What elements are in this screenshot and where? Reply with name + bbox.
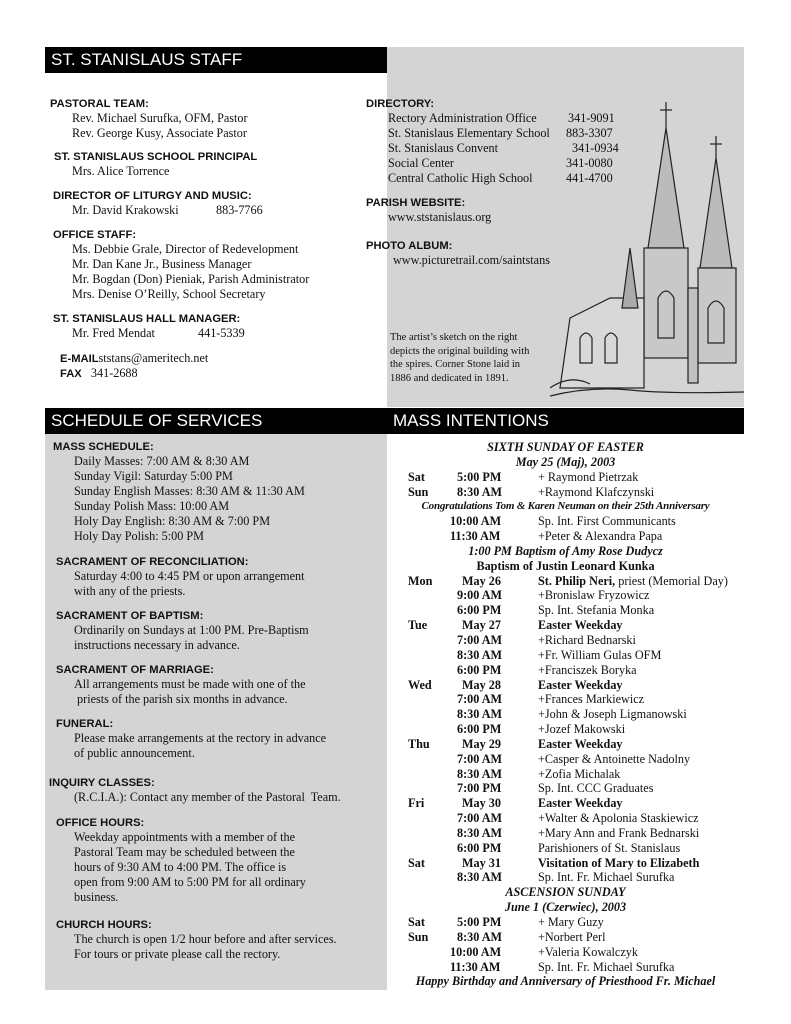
- intention-time: 6:00 PM: [457, 840, 502, 855]
- intention-text: [538, 856, 699, 871]
- intention-time: 9:00 AM: [457, 588, 503, 603]
- intention-text-main: +Richard Bednarski: [538, 632, 636, 647]
- intention-line: [387, 811, 744, 826]
- intention-line: [387, 633, 744, 648]
- intention-heading: Congratulations Tom & Karen Neuman on their 25th Anniversary: [421, 500, 710, 513]
- intention-line: [387, 870, 744, 885]
- intention-text-main: Sp. Int. Stefania Monka: [538, 603, 655, 618]
- funeral-line: Please make arrangements at the rectory in advance: [74, 731, 327, 745]
- office-hours-line: business.: [74, 890, 119, 904]
- intention-text-main: Sp. Int. Fr. Michael Surufka: [538, 959, 675, 974]
- mass-schedule-line: Sunday Vigil: Saturday 5:00 PM: [74, 469, 233, 483]
- sketch-caption: The artist’s sketch on the right depicts the original building with the spires. Corner Stone laid in 1886 and dedicated in 1891.: [390, 332, 530, 384]
- schedule-title: SCHEDULE OF SERVICES: [45, 408, 387, 434]
- intention-text: [538, 767, 620, 782]
- intention-line: [387, 529, 744, 544]
- intentions-title: MASS INTENTIONS: [387, 408, 744, 434]
- directory-item-name: St. Stanislaus Elementary School: [388, 126, 550, 140]
- email-line: [50, 351, 380, 366]
- intention-line: [387, 885, 744, 900]
- intention-text: [538, 945, 638, 960]
- office-hours-line: hours of 9:30 AM to 4:00 PM. The office is: [74, 860, 287, 874]
- office-hours-line: open from 9:00 AM to 5:00 PM for all ordinary: [74, 875, 306, 889]
- intention-text: [538, 722, 625, 737]
- liturgy-heading: DIRECTOR OF LITURGY AND MUSIC:: [53, 190, 252, 202]
- principal-heading: ST. STANISLAUS SCHOOL PRINCIPAL: [54, 151, 258, 163]
- intention-line: [387, 559, 744, 574]
- intention-text-main: +Bronislaw Fryzowicz: [538, 588, 650, 603]
- office-staff-line: Mr. Dan Kane Jr., Business Manager: [72, 257, 252, 271]
- inquiry-heading: INQUIRY CLASSES:: [49, 777, 155, 789]
- intention-day: Tue: [408, 618, 428, 633]
- intention-text: [538, 514, 676, 529]
- intention-time: 11:30 AM: [450, 959, 501, 974]
- mass-schedule-line: Daily Masses: 7:00 AM & 8:30 AM: [74, 454, 250, 468]
- fax-label: FAX: [60, 368, 82, 380]
- reconciliation-heading: SACRAMENT OF RECONCILIATION:: [56, 556, 249, 568]
- pastoral-team-line: Rev. Michael Surufka, OFM, Pastor: [72, 111, 248, 125]
- intention-heading: 1:00 PM Baptism of Amy Rose Dudycz: [468, 543, 663, 558]
- intention-line: [387, 767, 744, 782]
- intention-time: 8:30 AM: [457, 870, 503, 885]
- intention-line: [387, 856, 744, 871]
- directory-item-phone: 441-4700: [566, 171, 613, 185]
- intention-line: [387, 707, 744, 722]
- liturgy-line: [50, 203, 380, 218]
- intention-time: 10:00 AM: [450, 514, 502, 529]
- intention-line: [387, 648, 744, 663]
- hall-manager-phone: 441-5339: [198, 326, 245, 340]
- hall-manager-line: [50, 326, 380, 341]
- intention-line: [387, 470, 744, 485]
- intention-text-main: +Jozef Makowski: [538, 722, 626, 737]
- intention-line: [387, 678, 744, 693]
- mass-schedule-heading: MASS SCHEDULE:: [53, 441, 154, 453]
- intention-text-main: Easter Weekday: [538, 618, 623, 633]
- intention-time: 8:30 AM: [457, 825, 503, 840]
- intention-time: 6:00 PM: [457, 662, 502, 677]
- directory-item-name: Central Catholic High School: [388, 171, 533, 185]
- intention-day: Fri: [408, 796, 425, 811]
- intention-day: Sat: [408, 855, 425, 870]
- intention-time: May 26: [462, 573, 501, 588]
- liturgy-phone: 883-7766: [216, 203, 263, 217]
- intention-time: 7:00 PM: [457, 781, 502, 796]
- intention-text-main: +Franciszek Boryka: [538, 662, 637, 677]
- marriage-line: All arrangements must be made with one of the: [74, 677, 306, 691]
- intention-text-main: +Walter & Apolonia Staskiewicz: [538, 811, 699, 826]
- intention-time: 11:30 AM: [450, 529, 501, 544]
- intention-line: [387, 603, 744, 618]
- inquiry-line: (R.C.I.A.): Contact any member of the Pastoral Team.: [74, 790, 341, 804]
- intention-day: Sat: [408, 469, 425, 484]
- intention-day: Wed: [408, 677, 432, 692]
- intention-text: [538, 781, 653, 796]
- mass-schedule-line: Holy Day English: 8:30 AM & 7:00 PM: [74, 514, 271, 528]
- intention-time: 7:00 AM: [457, 632, 503, 647]
- intention-line: [387, 544, 744, 559]
- intention-time: May 29: [462, 736, 501, 751]
- intention-text: [538, 529, 662, 544]
- intention-text-main: +Casper & Antoinette Nadolny: [538, 751, 691, 766]
- intention-line: [387, 455, 744, 470]
- intention-text-main: +Mary Ann and Frank Bednarski: [538, 825, 700, 840]
- staff-title: ST. STANISLAUS STAFF: [45, 47, 387, 73]
- intention-line: [387, 781, 744, 796]
- mass-schedule-line: Sunday English Masses: 8:30 AM & 11:30 AM: [74, 484, 305, 498]
- intention-line: [387, 514, 744, 529]
- intention-text: [538, 692, 644, 707]
- funeral-line: of public announcement.: [74, 746, 195, 760]
- intention-text-main: Easter Weekday: [538, 796, 623, 811]
- intention-text: [538, 707, 687, 722]
- website-link[interactable]: www.ststanislaus.org: [388, 210, 492, 224]
- intention-line: [387, 663, 744, 678]
- intention-line: [387, 826, 744, 841]
- intention-line: [387, 960, 744, 975]
- intention-text: [538, 752, 690, 767]
- directory-heading: DIRECTORY:: [366, 98, 435, 110]
- fax-line: [50, 366, 380, 381]
- intention-heading: ASCENSION SUNDAY: [505, 885, 626, 900]
- intention-text: [538, 633, 636, 648]
- intention-heading: June 1 (Czerwiec), 2003: [504, 900, 627, 915]
- intention-text-main: Parishioners of St. Stanislaus: [538, 840, 681, 855]
- baptism-line: Ordinarily on Sundays at 1:00 PM. Pre-Baptism: [74, 623, 309, 637]
- intention-text-main: + Mary Guzy: [538, 915, 604, 929]
- intention-text-main: +Raymond Klafczynski: [538, 484, 655, 499]
- hall-manager-name: Mr. Fred Mendat: [72, 326, 155, 340]
- intention-text: [538, 648, 661, 663]
- intention-heading: Baptism of Justin Leonard Kunka: [476, 558, 655, 573]
- intention-line: [387, 485, 744, 500]
- intention-text-main: Visitation of Mary to Elizabeth: [538, 855, 700, 870]
- intention-text: [538, 603, 654, 618]
- office-hours-line: Pastoral Team may be scheduled between the: [74, 845, 295, 859]
- intention-line: [387, 692, 744, 707]
- intention-text-main: +John & Joseph Ligmanowski: [538, 707, 687, 722]
- intention-time: 8:30 AM: [457, 929, 503, 944]
- directory-item-name: Social Center: [388, 156, 454, 170]
- intention-line: [387, 915, 744, 930]
- intention-text-main: +Zofia Michalak: [538, 766, 621, 781]
- pastoral-team-line: Rev. George Kusy, Associate Pastor: [72, 126, 247, 140]
- church-hours-line: The church is open 1/2 hour before and after services.: [74, 932, 337, 946]
- intention-heading: SIXTH SUNDAY OF EASTER: [487, 440, 644, 454]
- church-hours-heading: CHURCH HOURS:: [56, 919, 152, 931]
- directory-item-phone: 883-3307: [566, 126, 613, 140]
- album-heading: PHOTO ALBUM:: [366, 240, 453, 252]
- intention-line: [387, 974, 744, 989]
- directory-item-phone: 341-0080: [566, 156, 613, 170]
- intention-time: May 27: [462, 618, 501, 633]
- church-sketch: [550, 98, 744, 406]
- reconciliation-line: Saturday 4:00 to 4:45 PM or upon arrangement: [74, 569, 305, 583]
- intention-line: [387, 841, 744, 856]
- office-staff-line: Mrs. Denise O’Reilly, School Secretary: [72, 287, 266, 301]
- funeral-heading: FUNERAL:: [56, 718, 114, 730]
- baptism-heading: SACRAMENT OF BAPTISM:: [56, 610, 204, 622]
- intention-line: [387, 722, 744, 737]
- intention-line: [387, 752, 744, 767]
- intention-time: 6:00 PM: [457, 603, 502, 618]
- intention-text-main: Easter Weekday: [538, 677, 623, 692]
- intention-day: Thu: [408, 736, 430, 751]
- intention-text-main: Sp. Int. First Communicants: [538, 514, 676, 529]
- baptism-line: instructions necessary in advance.: [74, 638, 240, 652]
- intention-text-main: + Raymond Pietrzak: [538, 469, 639, 484]
- intention-time: 8:30 AM: [457, 484, 503, 499]
- intention-text: [538, 796, 623, 811]
- intention-heading: May 25 (Maj), 2003: [515, 454, 616, 469]
- liturgy-name: Mr. David Krakowski: [72, 203, 179, 217]
- intention-text: [538, 930, 605, 945]
- intention-day: Mon: [408, 573, 433, 588]
- intention-time: 10:00 AM: [450, 944, 502, 959]
- office-hours-heading: OFFICE HOURS:: [56, 817, 145, 829]
- intention-time: May 31: [462, 855, 501, 870]
- hall-manager-heading: ST. STANISLAUS HALL MANAGER:: [53, 313, 241, 325]
- email-value: ststans@ameritech.net: [98, 351, 209, 365]
- pastoral-team-heading: PASTORAL TEAM:: [50, 98, 149, 110]
- intention-day: Sun: [408, 484, 429, 499]
- principal-name: Mrs. Alice Torrence: [72, 164, 170, 178]
- intention-text-main: +Norbert Perl: [538, 929, 606, 944]
- intention-text: [538, 960, 674, 975]
- directory-item-name: St. Stanislaus Convent: [388, 141, 499, 155]
- intention-text: [538, 811, 699, 826]
- intention-text-main: St. Philip Neri,: [538, 573, 616, 588]
- intention-line: [387, 930, 744, 945]
- intention-text: [538, 737, 623, 752]
- office-staff-line: Ms. Debbie Grale, Director of Redevelopment: [72, 242, 299, 256]
- staff-section: [50, 97, 380, 381]
- intention-text-main: +Frances Markiewicz: [538, 692, 645, 707]
- reconciliation-line: with any of the priests.: [74, 584, 186, 598]
- office-staff-heading: OFFICE STAFF:: [53, 229, 137, 241]
- mass-schedule-line: Holy Day Polish: 5:00 PM: [74, 529, 205, 543]
- intention-line: [387, 499, 744, 514]
- intention-line: [387, 574, 744, 589]
- intention-text: [538, 826, 699, 841]
- intention-text: [538, 841, 680, 856]
- marriage-heading: SACRAMENT OF MARRIAGE:: [56, 664, 214, 676]
- intention-time: 7:00 AM: [457, 751, 503, 766]
- intention-text: [538, 618, 623, 633]
- intention-text-main: +Peter & Alexandra Papa: [538, 529, 663, 544]
- intention-line: [387, 900, 744, 915]
- intention-line: [387, 588, 744, 603]
- fax-value: 341-2688: [90, 366, 138, 380]
- intention-day: Sat: [408, 915, 425, 929]
- office-staff-line: Mr. Bogdan (Don) Pieniak, Parish Administrator: [72, 272, 310, 286]
- intention-time: 7:00 AM: [457, 811, 503, 826]
- intention-text: [538, 678, 623, 693]
- intention-line: [387, 737, 744, 752]
- mass-schedule-line: Sunday Polish Mass: 10:00 AM: [74, 499, 230, 513]
- intention-text: [538, 870, 674, 885]
- intention-line: [387, 440, 744, 455]
- album-link[interactable]: www.picturetrail.com/saintstans: [393, 253, 550, 267]
- intention-time: 6:00 PM: [457, 722, 502, 737]
- office-hours-line: Weekday appointments with a member of the: [74, 830, 296, 844]
- intention-time: 7:00 AM: [457, 692, 503, 707]
- intention-text: [538, 915, 604, 930]
- intention-text-main: +Fr. William Gulas OFM: [538, 647, 662, 662]
- church-hours-line: For tours or private please call the rectory.: [74, 947, 281, 961]
- intention-line: [387, 796, 744, 811]
- intention-text-main: Sp. Int. CCC Graduates: [538, 781, 654, 796]
- intention-time: 5:00 PM: [457, 469, 502, 484]
- intention-time: May 30: [462, 796, 501, 811]
- email-label: E-MAIL: [60, 353, 99, 365]
- intention-heading: Happy Birthday and Anniversary of Priesthood Fr. Michael: [415, 974, 716, 989]
- directory-item-name: Rectory Administration Office: [388, 111, 537, 125]
- schedule-section: [49, 440, 382, 962]
- intention-time: 8:30 AM: [457, 766, 503, 781]
- mass-intentions-list: [387, 440, 744, 989]
- intention-text-extra: priest (Memorial Day): [615, 573, 728, 588]
- intention-text: [538, 574, 728, 589]
- intention-text-main: Easter Weekday: [538, 736, 623, 751]
- marriage-line: priests of the parish six months in advance.: [74, 692, 288, 706]
- intention-text-main: +Valeria Kowalczyk: [538, 944, 638, 959]
- intention-text: [538, 470, 638, 485]
- intention-line: [387, 945, 744, 960]
- intention-text-main: Sp. Int. Fr. Michael Surufka: [538, 870, 675, 885]
- directory-item-phone: 341-0934: [572, 141, 619, 155]
- intention-time: 5:00 PM: [457, 915, 502, 929]
- intention-text: [538, 588, 649, 603]
- directory-item-phone: 341-9091: [568, 111, 615, 125]
- intention-text: [538, 663, 637, 678]
- intention-line: [387, 618, 744, 633]
- intention-time: 8:30 AM: [457, 647, 503, 662]
- intention-time: May 28: [462, 677, 501, 692]
- intention-text: [538, 485, 654, 500]
- intention-time: 8:30 AM: [457, 707, 503, 722]
- intention-day: Sun: [408, 929, 429, 944]
- website-heading: PARISH WEBSITE:: [366, 197, 466, 209]
